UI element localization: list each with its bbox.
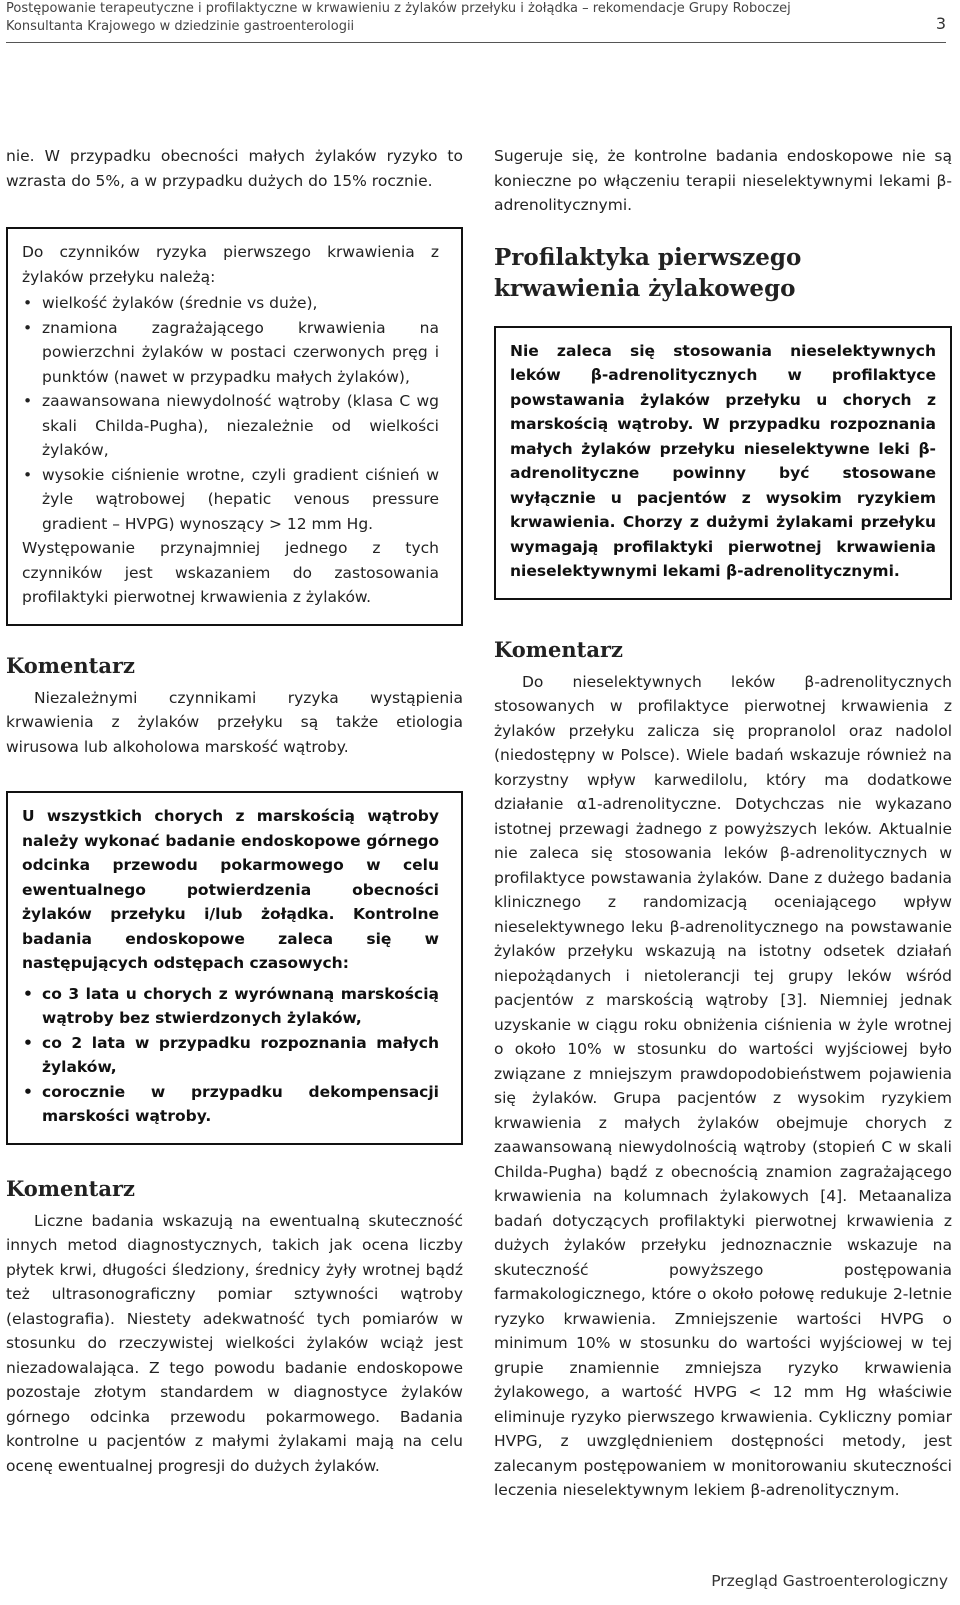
left-column [6, 144, 463, 1478]
list-item: • wysokie ciśnienie wrotne, czyli gradient ciśnień w żyle wątrobowej (hepatic venous pressure gradient – HVPG) wynoszący > 12 mm Hg. [22, 463, 439, 537]
komentarz-heading: Komentarz [6, 652, 135, 678]
list-item: • corocznie w przypadku dekompensacji marskości wątroby. [22, 1080, 439, 1129]
komentarz-heading: Komentarz [494, 636, 623, 662]
komentarz-paragraph: Liczne badania wskazują na ewentualną skuteczność innych metod diagnostycznych, takich jak ocena liczby płytek krwi, długości śledziony, średnicy żyły wrotnej bądź też ultrasonograficzny pomiar sztywności wątroby (elastografia). Niestety adekwatność tych pomiarów w stosunku do rzeczywistej wielkości żylaków wciąż jest niezadowalająca. Z tego powodu badanie endoskopowe pozostaje złotym standardem w diagnostyce żylaków górnego odcinka przewodu pokarmowego. Badania kontrolne u pacjentów z małymi żylakami mają na celu ocenę ewentualnej progresji do dużych żylaków. [6, 1211, 463, 1475]
box-intro: U wszystkich chorych z marskością wątroby należy wykonać badanie endoskopowe górnego odcinka przewodu pokarmowego w celu ewentualnego potwierdzenia obecności żylaków przełyku i/lub żołądka. Kontrolne badania endoskopowe zaleca się w następujących odstępach czasowych: [22, 807, 439, 972]
komentarz-paragraph: Do nieselektywnych leków β-adrenolitycznych stosowanych w profilaktyce pierwotnej krwawienia z żylaków przełyku zalicza się propranolol oraz nadolol (niedostępny w Polsce). Wiele badań wskazuje również na korzystny wpływ karwedilolu, który ma dodatkowe działanie α1-adrenolityczne. Dotychczas nie wykazano istotnej przewagi żadnego z powyższych leków. Aktualnie nie zaleca się stosowania leków β-adrenolitycznych w profilaktyce powstawania żylaków. Dane z dużego badania klinicznego z randomizacją oceniającego wpływ nieselektywnego leku β-adrenolitycznego na powstawanie żylaków przełyku wskazują na istotny odsetek działań niepożądanych i nietolerancji tej grupy leków wśród pacjentów z marskością wątroby [3]. Niemniej jednak uzyskanie w ciągu roku obniżenia ciśnienia w żyle wrotnej o około 10% w stosunku do wartości wyjściowej było związane z mniejszym prawdopodobieństwem pojawienia się żylaków. Grupa pacjentów z wysokim ryzykiem krwawienia z małych żylaków obejmuje chorych z zaawansowaną niewydolnością wątroby (stopień C w skali Childa-Pugha) bądź z obecnością znamion zagrażającego krwawienia na kolumnach żylakowych [4]. Metaanaliza badań dotyczących profilaktyki pierwotnej krwawienia z dużych żylaków przełyku jednoznacznie wskazuje na skuteczność powyższego postępowania farmakologicznego, które o około połowę redukuje 2-letnie ryzyko krwawienia. Zmniejszenie wartości HVPG o minimum 10% w stosunku do wartości wyjściowej w tej grupie znamiennie zmniejsza ryzyko krwawienia żylakowego, a wartość HVPG < 12 mm Hg właściwie eliminuje ryzyko pierwszego krwawienia. Cykliczny pomiar HVPG, z uwzględnieniem dostępności metody, jest zalecanym postępowaniem w monitorowaniu skuteczności leczenia nieselektywnym lekiem β-adrenolitycznym. [494, 672, 952, 1499]
list-item: • co 2 lata w przypadku rozpoznania małych żylaków, [22, 1031, 439, 1080]
list-item: • znamiona zagrażającego krwawienia na powierzchni żylaków w postaci czerwonych pręg i punktów (nawet w przypadku małych żylaków), [22, 316, 439, 390]
box-intro: Do czynników ryzyka pierwszego krwawienia z żylaków przełyku należą: [22, 243, 439, 286]
section-heading: Profilaktyka pierwszego krwawienia żylakowego [494, 243, 802, 302]
interval-list [22, 982, 439, 1129]
right-column [494, 144, 952, 1503]
box-text: Nie zaleca się stosowania nieselektywnych leków β-adrenolitycznych w profilaktyce powstawania żylaków przełyku u chorych z marskością wątroby. W przypadku rozpoznania małych żylaków przełyku nieselektywne leki β-adrenolityczne powinny być stosowane wyłącznie u pacjentów z wysokim ryzykiem krwawienia. Chorzy z dużymi żylakami przełyku wymagają profilaktyki pierwotnej krwawienia nieselektywnymi lekami β-adrenolitycznymi. [510, 341, 936, 580]
intro-paragraph: nie. W przypadku obecności małych żylaków ryzyko to wzrasta do 5%, a w przypadku dużych do 15% rocznie. [6, 147, 463, 190]
journal-name: Przegląd Gastroenterologiczny [711, 1572, 948, 1590]
recommendation-box-endoscopy [6, 791, 463, 1145]
komentarz-paragraph: Niezależnymi czynnikami ryzyka wystąpienia krwawienia z żylaków przełyku są także etiologia wirusowa lub alkoholowa marskość wątroby. [6, 688, 463, 756]
komentarz-heading: Komentarz [6, 1175, 135, 1201]
running-title: Postępowanie terapeutyczne i profilaktyczne w krwawieniu z żylaków przełyku i żołądka – rekomendacje Grupy Roboczej Konsultanta Krajowego w dziedzinie gastroenterologii [6, 1, 791, 34]
recommendation-box-prophylaxis [494, 326, 952, 600]
list-item: • co 3 lata u chorych z wyrównaną marskością wątroby bez stwierdzonych żylaków, [22, 982, 439, 1031]
page-header [6, 0, 946, 43]
page-number: 3 [935, 14, 946, 33]
list-item: • wielkość żylaków (średnie vs duże), [22, 291, 439, 316]
recommendation-box-risk-factors [6, 227, 463, 626]
risk-factor-list [22, 291, 439, 536]
intro-paragraph: Sugeruje się, że kontrolne badania endoskopowe nie są konieczne po włączeniu terapii nieselektywnymi lekami β-adrenolitycznymi. [494, 147, 952, 214]
list-item: • zaawansowana niewydolność wątroby (klasa C wg skali Childa-Pugha), niezależnie od wielkości żylaków, [22, 389, 439, 463]
box-outro: Występowanie przynajmniej jednego z tych czynników jest wskazaniem do zastosowania profilaktyki pierwotnej krwawienia z żylaków. [22, 539, 439, 606]
